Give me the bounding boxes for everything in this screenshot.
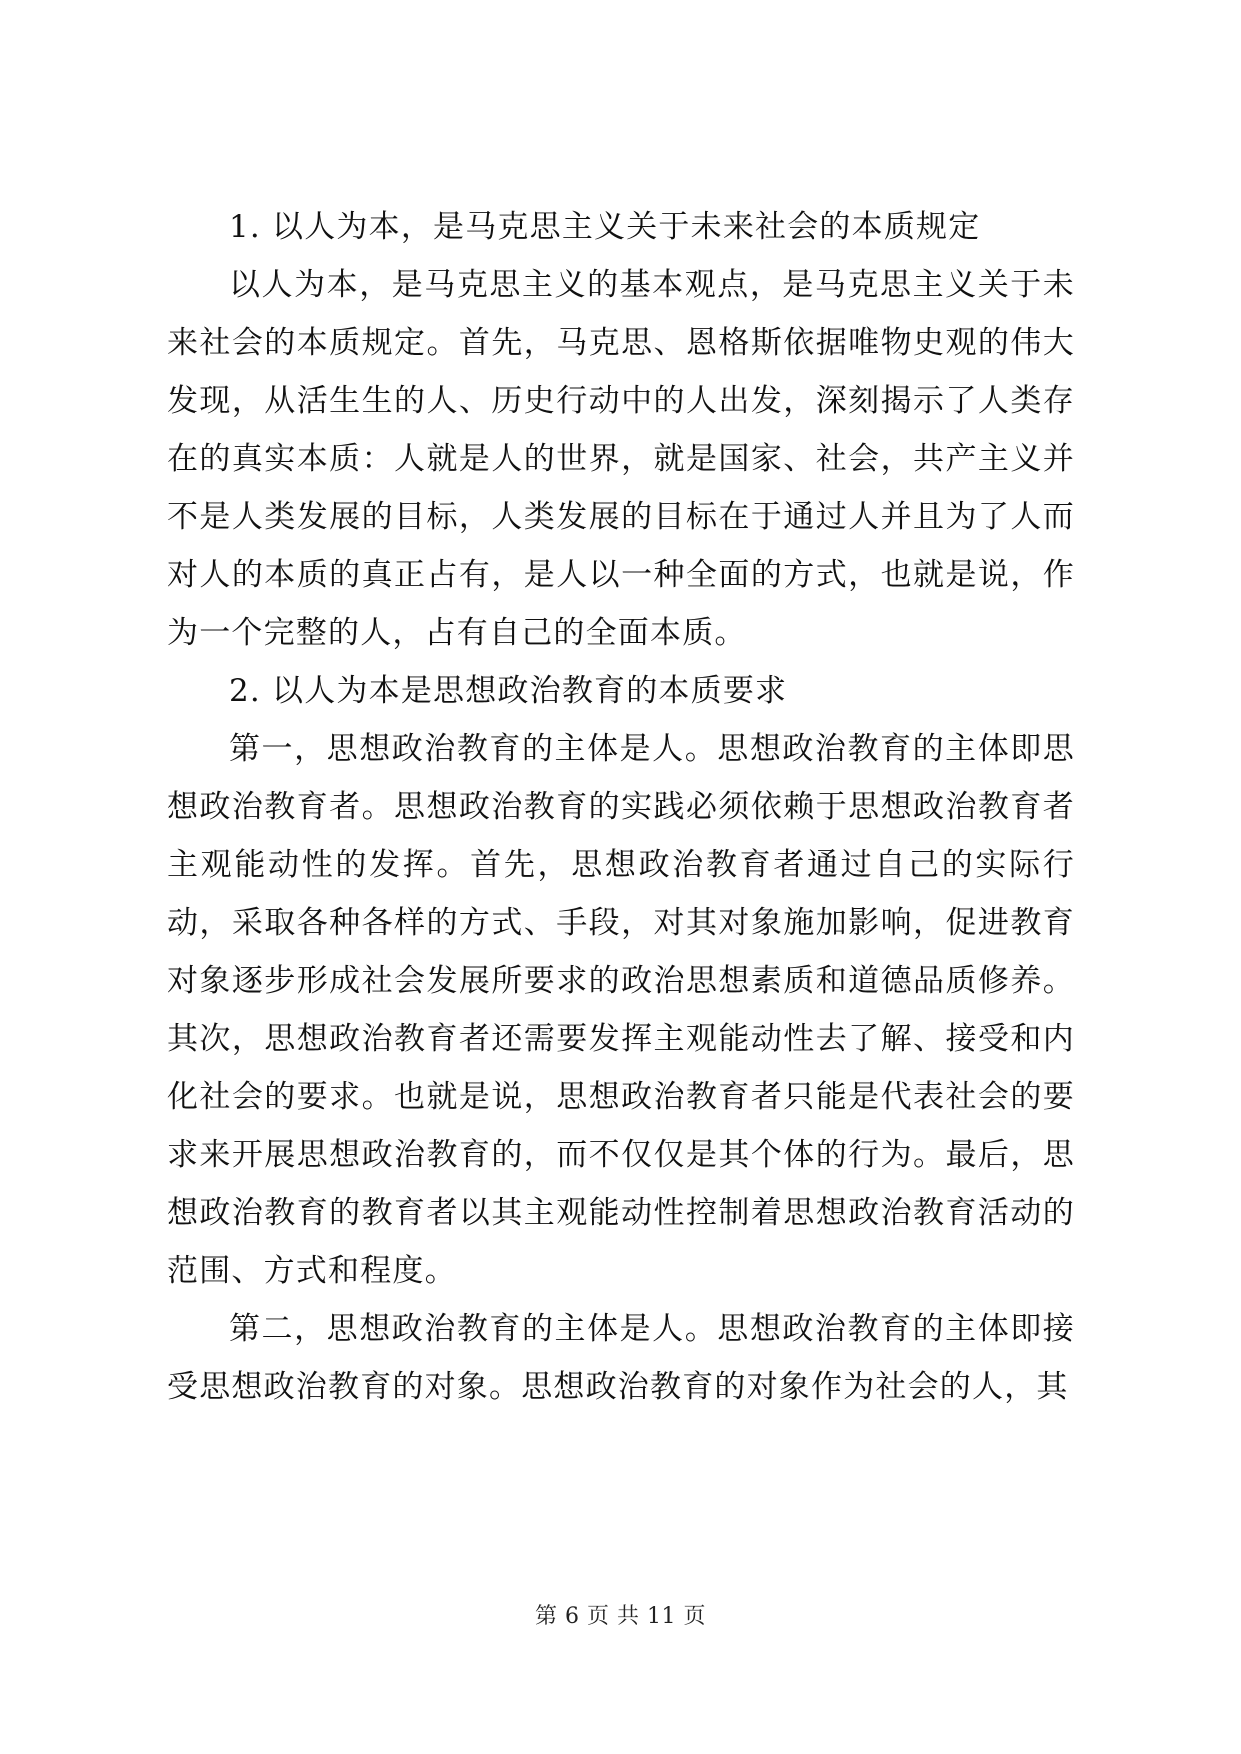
paragraph: 第二，思想政治教育的主体是人。思想政治教育的主体即接受思想政治教育的对象。思想政治教育的对象作为社会的人，其 — [167, 1311, 1075, 1405]
paragraph: 以人为本，是马克思主义的基本观点，是马克思主义关于未来社会的本质规定。首先，马克思、恩格斯依据唯物史观的伟大发现，从活生生的人、历史行动中的人出发，深刻揭示了人类存在的真实本质：人就是人的世界，就是国家、社会，共产主义并不是人类发展的目标，人类发展的目标在于通过人并且为了人而对人的本质的真正占有，是人以一种全面的方式，也就是说，作为一个完整的人，占有自己的全面本质。 — [167, 267, 1075, 651]
heading-1: 1. 以人为本，是马克思主义关于未来社会的本质规定 — [229, 209, 981, 245]
document-body — [167, 198, 1075, 1416]
paragraph: 第一，思想政治教育的主体是人。思想政治教育的主体即思想政治教育者。思想政治教育的实践必须依赖于思想政治教育者主观能动性的发挥。首先，思想政治教育者通过自己的实际行动，采取各种各样的方式、手段，对其对象施加影响，促进教育对象逐步形成社会发展所要求的政治思想素质和道德品质修养。其次，思想政治教育者还需要发挥主观能动性去了解、接受和内化社会的要求。也就是说，思想政治教育者只能是代表社会的要求来开展思想政治教育的，而不仅仅是其个体的行为。最后，思想政治教育的教育者以其主观能动性控制着思想政治教育活动的范围、方式和程度。 — [167, 731, 1075, 1289]
heading-2: 2. 以人为本是思想政治教育的本质要求 — [229, 673, 788, 709]
page-footer: 第 6 页 共 11 页 — [535, 1604, 706, 1629]
